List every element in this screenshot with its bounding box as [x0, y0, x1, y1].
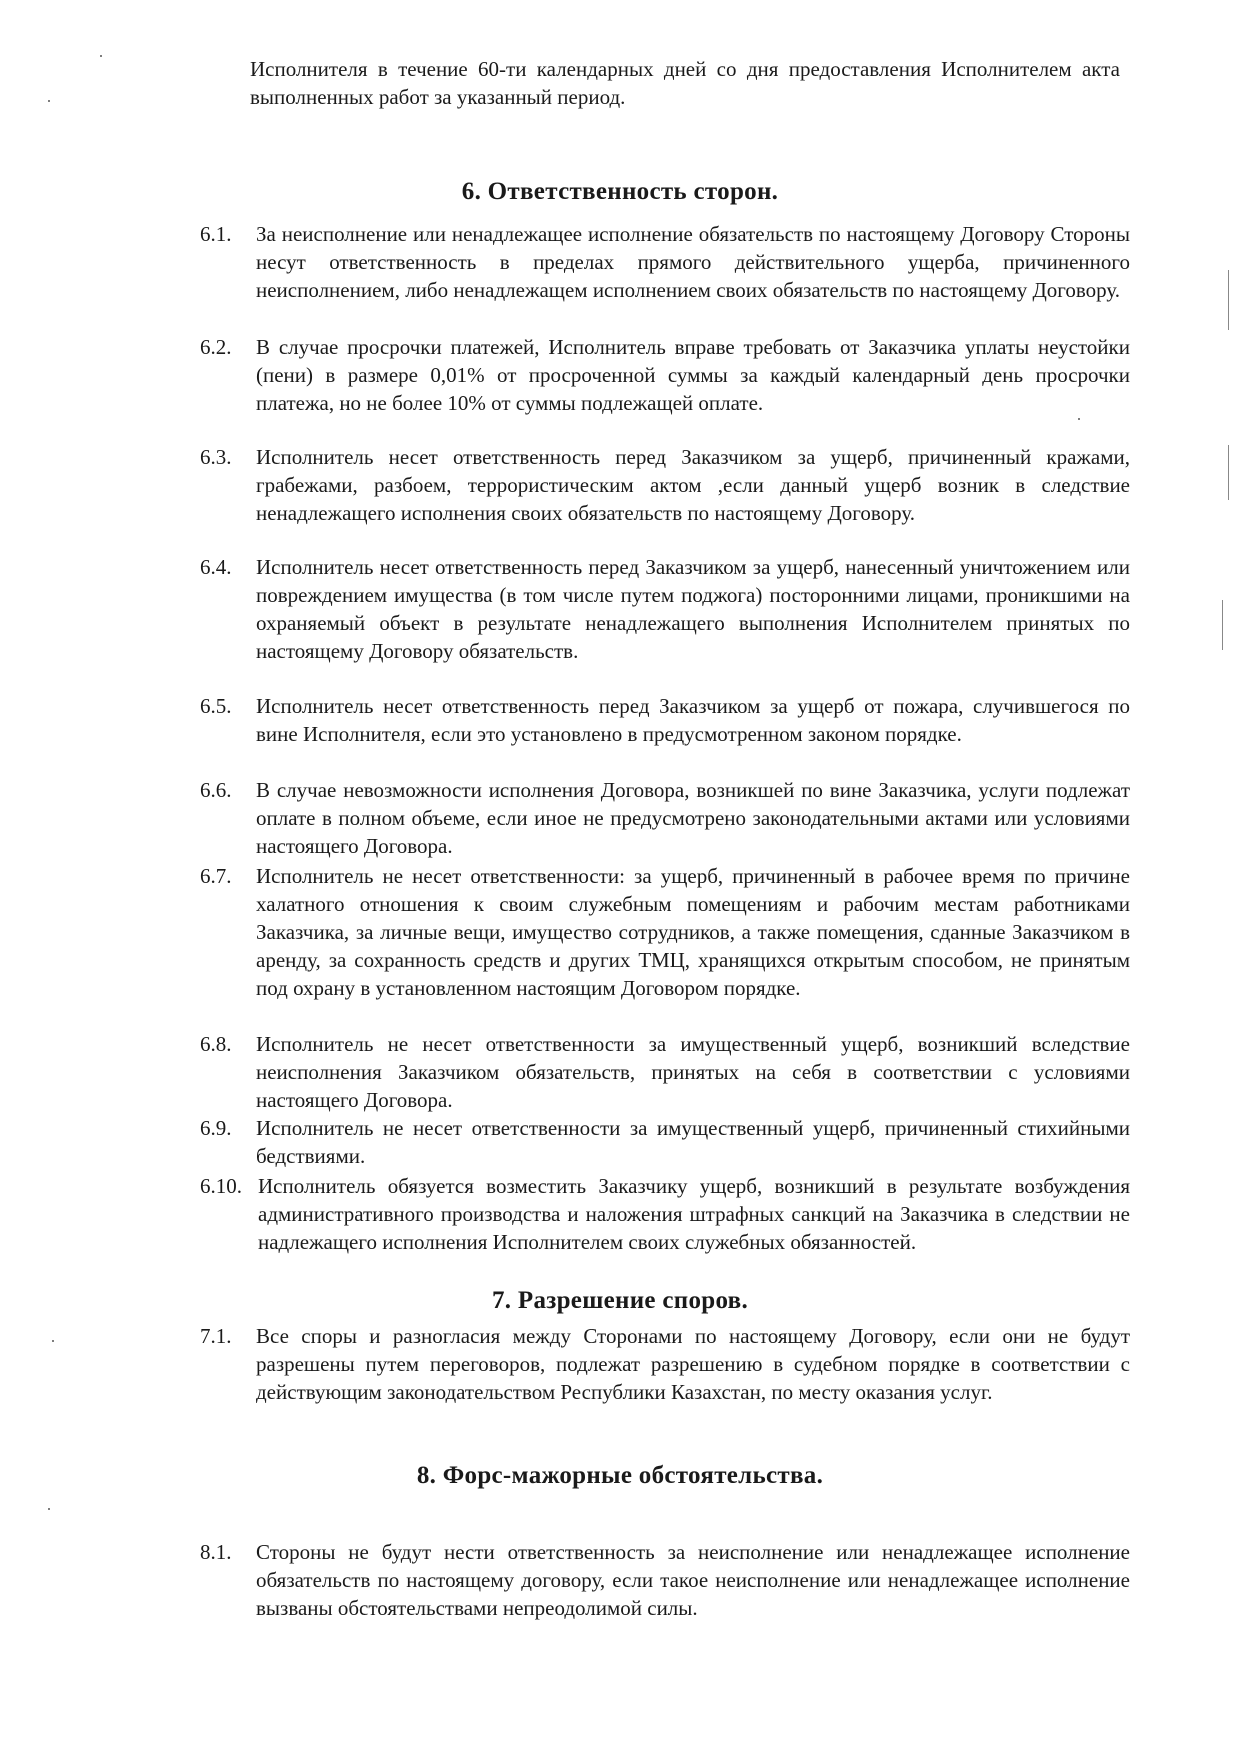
- clause-number: 6.2.: [200, 335, 232, 359]
- clause-text: Исполнитель несет ответственность перед Заказчиком за ущерб, причиненный кражами, грабежами, разбоем, террористическим актом ,если данный ущерб возник в следствие ненадлежащего исполнения своих обязательств по настоящему Договору.: [256, 445, 1130, 525]
- clause-number: 6.4.: [200, 555, 232, 579]
- clause-6-9: [200, 1114, 1130, 1170]
- scan-speck: [48, 1508, 50, 1510]
- clause-text: Исполнитель несет ответственность перед Заказчиком за ущерб, нанесенный уничтожением или повреждением имущества (в том числе путем поджога) посторонними лицами, проникшими на охраняемый объект в результате ненадлежащего выполнения Исполнителем принятых по настоящему Договору обязательств.: [256, 555, 1130, 663]
- scan-speck: [52, 1340, 54, 1342]
- clause-6-1: [200, 220, 1130, 304]
- clause-text: Исполнитель не несет ответственности за имущественный ущерб, причиненный стихийными бедствиями.: [256, 1116, 1130, 1168]
- clause-6-6: [200, 776, 1130, 860]
- clause-6-8: [200, 1030, 1130, 1114]
- section-heading-7: 7. Разрешение споров.: [491, 1287, 748, 1314]
- clause-text: Исполнитель несет ответственность перед Заказчиком за ущерб от пожара, случившегося по вине Исполнителя, если это установлено в предусмотренном законом порядке.: [256, 694, 1130, 746]
- clause-text: Исполнитель не несет ответственности: за ущерб, причиненный в рабочее время по причине халатного отношения к своим служебным помещениям и рабочим местам работниками Заказчика, за личные вещи, имущество сотрудников, а также помещения, сданные Заказчиком в аренду, за сохранность средств и других ТМЦ, хранящихся открытым способом, не принятым под охрану в установленном настоящим Договором порядке.: [256, 864, 1130, 1000]
- clause-number: 6.6.: [200, 778, 232, 802]
- clause-6-3: [200, 443, 1130, 527]
- clause-6-7: [200, 862, 1130, 1002]
- clause-6-10: [200, 1172, 1130, 1256]
- scan-speck: [100, 55, 102, 57]
- clause-text: Исполнитель не несет ответственности за имущественный ущерб, возникший вследствие неисполнения Заказчиком обязательств, принятых на себя в соответствии с условиями настоящего Договора.: [256, 1032, 1130, 1112]
- scan-speck: [48, 100, 50, 102]
- clause-8-1: [200, 1538, 1130, 1622]
- section-heading-8: 8. Форс-мажорные обстоятельства.: [416, 1462, 824, 1489]
- clause-number: 6.10.: [200, 1174, 242, 1198]
- clause-text: За неисполнение или ненадлежащее исполнение обязательств по настоящему Договору Стороны несут ответственность в пределах прямого действительного ущерба, причиненного неисполнением, либо ненадлежащем исполнением своих обязательств по настоящему Договору.: [256, 222, 1130, 302]
- clause-7-1: [200, 1322, 1130, 1406]
- intro-paragraph: Исполнителя в течение 60-ти календарных дней со дня предоставления Исполнителем акта выполненных работ за указанный период.: [250, 57, 1120, 109]
- scan-speck: [1078, 418, 1080, 420]
- clause-number: 6.5.: [200, 694, 232, 718]
- clause-text: В случае невозможности исполнения Договора, возникшей по вине Заказчика, услуги подлежат оплате в полном объеме, если иное не предусмотрено законодательными актами или условиями настоящего Договора.: [256, 778, 1130, 858]
- clause-number: 6.1.: [200, 222, 232, 246]
- clause-number: 6.8.: [200, 1032, 232, 1056]
- scan-edge-line: [1222, 600, 1223, 650]
- clause-text: Все споры и разногласия между Сторонами по настоящему Договору, если они не будут разрешены путем переговоров, подлежат разрешению в судебном порядке в соответствии с действующим законодательством Республики Казахстан, по месту оказания услуг.: [256, 1324, 1130, 1404]
- clause-number: 8.1.: [200, 1540, 232, 1564]
- section-heading-6: 6. Ответственность сторон.: [461, 178, 779, 205]
- clause-number: 6.9.: [200, 1116, 232, 1140]
- clause-number: 7.1.: [200, 1324, 232, 1348]
- clause-text: В случае просрочки платежей, Исполнитель вправе требовать от Заказчика уплаты неустойки (пени) в размере 0,01% от просроченной суммы за каждый календарный день просрочки платежа, но не более 10% от суммы подлежащей оплате.: [256, 335, 1130, 415]
- scan-edge-line: [1228, 270, 1229, 330]
- clause-6-5: [200, 692, 1130, 748]
- clause-text: Исполнитель обязуется возместить Заказчику ущерб, возникший в результате возбуждения административного производства и наложения штрафных санкций на Заказчика в следствии не надлежащего исполнения Исполнителем своих служебных обязанностей.: [258, 1174, 1130, 1254]
- clause-number: 6.3.: [200, 445, 232, 469]
- scan-edge-line: [1228, 445, 1229, 500]
- clause-text: Стороны не будут нести ответственность за неисполнение или ненадлежащее исполнение обязательств по настоящему договору, если такое неисполнение или ненадлежащее исполнение вызваны обстоятельствами непреодолимой силы.: [256, 1540, 1130, 1620]
- clause-6-4: [200, 553, 1130, 665]
- clause-6-2: [200, 333, 1130, 417]
- clause-number: 6.7.: [200, 864, 232, 888]
